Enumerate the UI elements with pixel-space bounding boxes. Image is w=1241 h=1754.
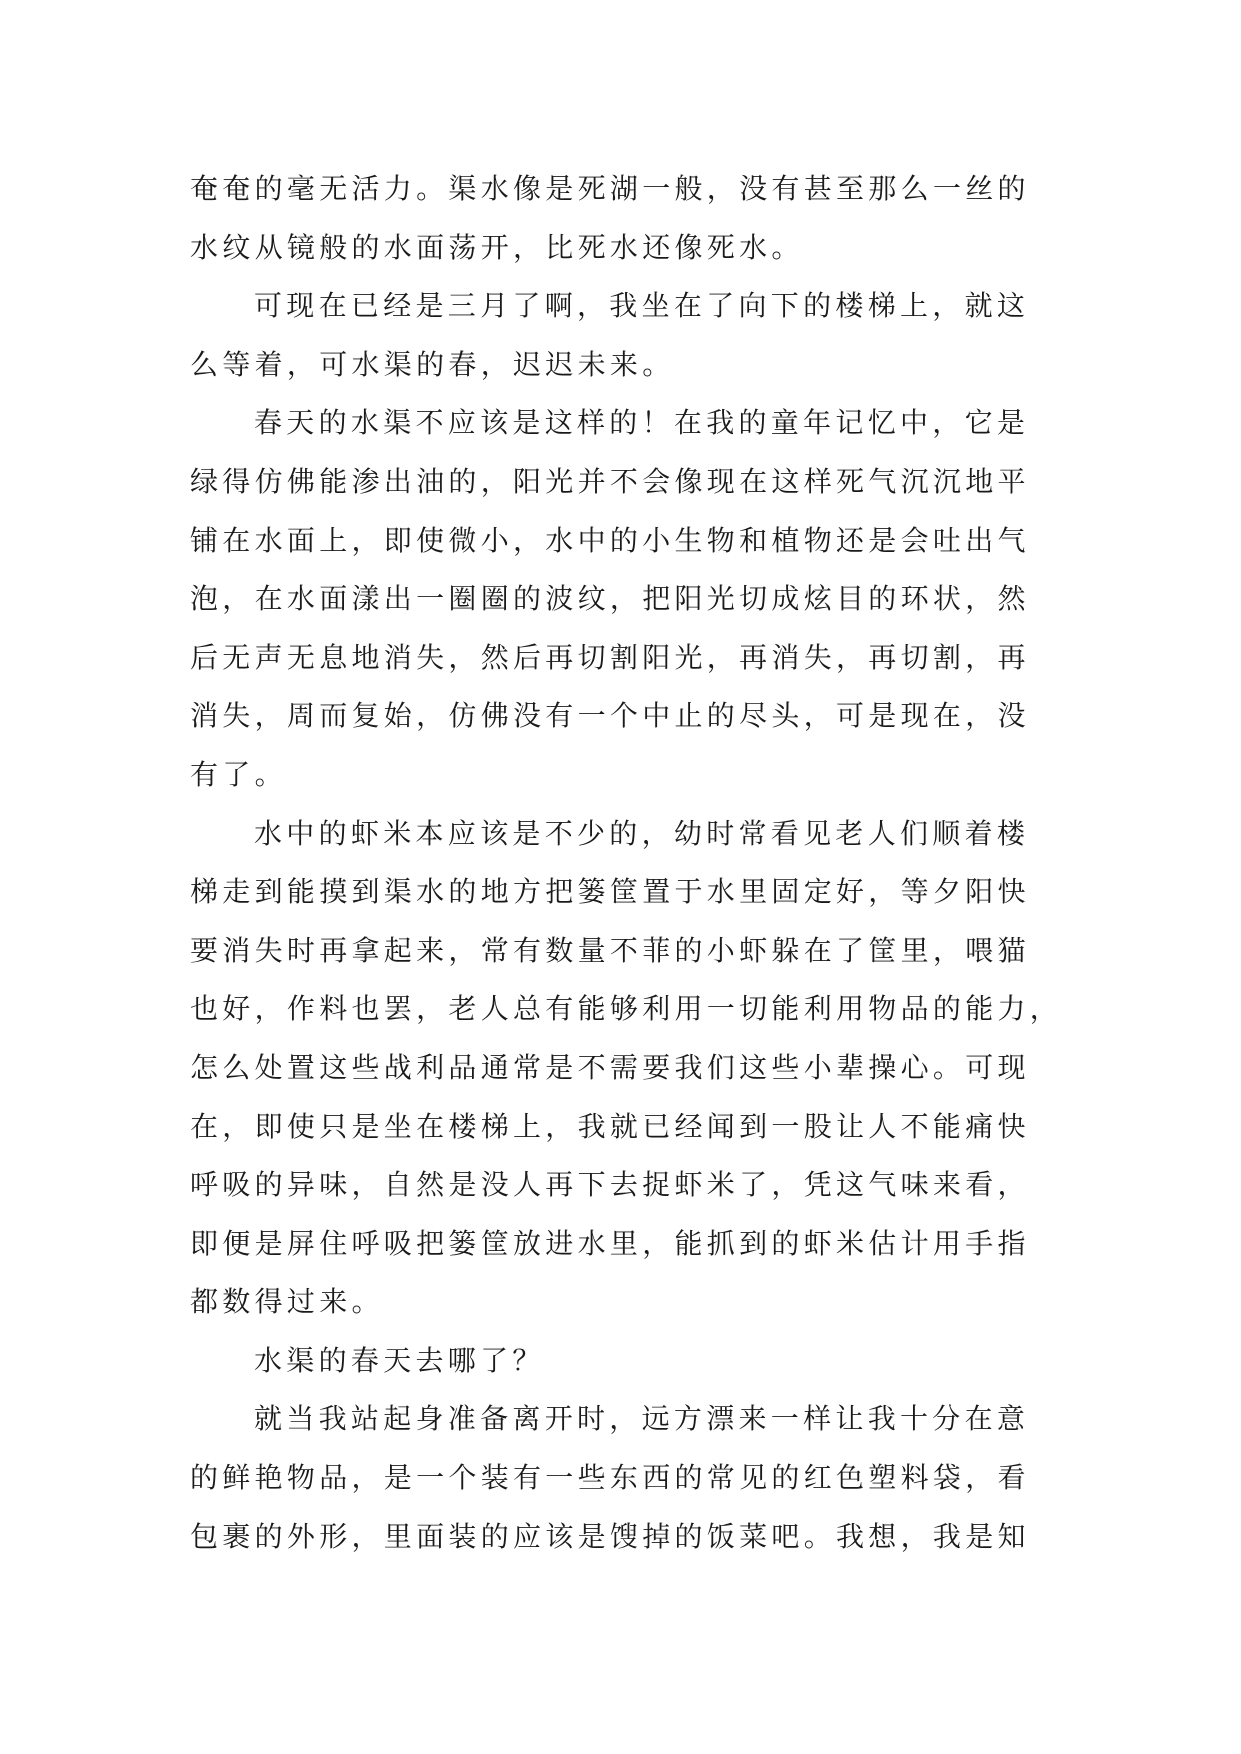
- text-line: 消失，周而复始，仿佛没有一个中止的尽头，可是现在，没: [190, 699, 1030, 733]
- text-line: 在，即使只是坐在楼梯上，我就已经闻到一股让人不能痛快: [190, 1109, 1030, 1143]
- text-line: 铺在水面上，即使微小，水中的小生物和植物还是会吐出气: [190, 523, 1030, 557]
- text-line: 春天的水渠不应该是这样的！在我的童年记忆中，它是: [254, 406, 1030, 440]
- text-line: 就当我站起身准备离开时，远方漂来一样让我十分在意: [254, 1402, 1030, 1436]
- text-line: 水渠的春天去哪了？: [254, 1343, 545, 1377]
- text-line: 可现在已经是三月了啊，我坐在了向下的楼梯上，就这: [254, 289, 1030, 323]
- text-line: 后无声无息地消失，然后再切割阳光，再消失，再切割，再: [190, 640, 1030, 674]
- text-line: 泡，在水面漾出一圈圈的波纹，把阳光切成炫目的环状，然: [190, 582, 1030, 616]
- text-line: 梯走到能摸到渠水的地方把篓筐置于水里固定好，等夕阳快: [190, 875, 1030, 909]
- text-line: 水纹从镜般的水面荡开，比死水还像死水。: [190, 230, 804, 264]
- text-line: 水中的虾米本应该是不少的，幼时常看见老人们顺着楼: [254, 816, 1030, 850]
- text-line: 即便是屏住呼吸把篓筐放进水里，能抓到的虾米估计用手指: [190, 1226, 1030, 1260]
- text-line: 奄奄的毫无活力。渠水像是死湖一般，没有甚至那么一丝的: [190, 172, 1030, 205]
- text-line: 么等着，可水渠的春，迟迟未来。: [190, 347, 675, 381]
- text-line: 包裹的外形，里面装的应该是馊掉的饭菜吧。我想，我是知: [190, 1519, 1030, 1553]
- text-line: 呼吸的异味，自然是没人再下去捉虾米了，凭这气味来看，: [190, 1168, 1030, 1202]
- text-line: 都数得过来。: [190, 1285, 384, 1319]
- text-line: 绿得仿佛能渗出油的，阳光并不会像现在这样死气沉沉地平: [190, 464, 1030, 498]
- text-line: 怎么处置这些战利品通常是不需要我们这些小辈操心。可现: [190, 1050, 1030, 1084]
- text-line: 要消失时再拿起来，常有数量不菲的小虾躲在了筐里，喂猫: [190, 933, 1030, 967]
- text-line: 的鲜艳物品，是一个装有一些东西的常见的红色塑料袋，看: [190, 1461, 1030, 1495]
- document-body-text: [190, 160, 1063, 1566]
- text-line: 有了。: [190, 757, 287, 791]
- text-line: 也好，作料也罢，老人总有能够利用一切能利用物品的能力，: [190, 992, 1063, 1026]
